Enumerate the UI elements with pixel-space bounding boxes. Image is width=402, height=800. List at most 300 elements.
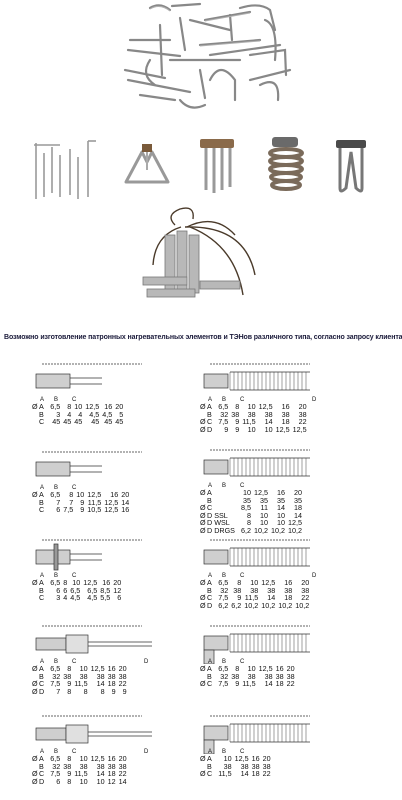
spec-cell: 9 [111,686,116,696]
spec-cell: 38 [247,409,256,419]
spec-block [200,712,380,778]
spec-cell: 9 [235,417,240,427]
diagram-letter: D [312,397,317,402]
spec-cell: 6 [56,505,61,515]
spec-cell: 6,5 [218,402,229,411]
spec-cell: 22 [118,679,127,689]
spec-diagram [200,536,350,578]
spec-row [200,680,298,688]
spec-row-label: ØC [200,769,213,779]
diagram-letter: B [54,485,59,490]
spec-cell: 38 [96,761,105,771]
spec-cell: 38 [267,585,276,595]
spec-row-label: ØC [200,417,213,427]
spec-cell: 38 [96,671,105,681]
diameter-symbol: Ø [200,518,206,528]
spec-cell: 10 [247,664,256,673]
spec-block [200,446,380,535]
diameter-symbol: Ø [32,578,38,587]
diagram-letter: C [240,397,245,402]
spec-block [32,536,212,602]
spec-cell: 11 [260,503,268,513]
spec-cell: 9 [80,505,85,515]
spec-cell: 22 [301,593,310,603]
spec-cell: 14 [276,503,285,513]
spec-cell: 10,2 [278,600,293,610]
spec-table [200,403,310,433]
spec-cell: 12,5 [104,497,119,507]
diagram-letter: C [240,659,245,664]
spec-row-label: ØA [32,578,44,587]
spec-row [200,770,274,778]
spec-cell: 6,5 [50,578,61,587]
diameter-symbol: Ø [200,488,206,497]
spec-cell: 12,5 [258,664,273,673]
spec-row [200,602,312,610]
spec-cell: 35 [259,495,268,505]
spec-cell: 16 [251,754,260,763]
spec-cell: 10 [250,578,259,587]
diameter-symbol: Ø [200,525,206,535]
spec-cell: 10 [72,578,81,587]
spec-cell: 11,5 [218,769,232,779]
diameter-symbol: Ø [32,490,38,499]
spec-cell: 38 [247,671,256,681]
cartridge-heater-bundle-photo [125,205,270,315]
spec-cell: 5,5 [100,593,111,603]
spec-cell: 7,5 [218,593,229,603]
spec-cell: 8 [67,664,72,673]
spec-row-label: ØA [200,402,212,411]
spec-cell: 12,5 [253,488,268,497]
spec-row [32,688,130,696]
spec-cell: 20 [121,490,130,499]
spec-row-label: ØA [200,488,212,497]
diagram-letter: C [240,573,245,578]
straight-heater-rods-photo [30,135,98,203]
spec-cell: 8 [246,518,251,528]
diagram-letter: B [222,573,227,578]
spec-cell: 38 [231,409,240,419]
spec-cell: 12,5 [104,505,119,515]
spec-cell: 10 [79,776,88,786]
spec-cell: 32 [52,671,61,681]
spec-cell: 12,5 [87,490,102,499]
diameter-symbol: Ø [200,510,206,520]
diagram-letter: C [240,749,245,754]
diagram-letter: B [54,659,59,664]
spec-cell: 8 [235,402,240,411]
diameter-symbol: Ø [32,776,38,786]
diagram-letter: C [72,749,77,754]
spec-cell: 16 [107,664,116,673]
diagram-letter: B [54,397,59,402]
spec-table [32,579,124,602]
spec-cell: 11,5 [242,679,256,689]
spec-cell: 12,5 [85,402,100,411]
spec-cell: 10 [264,424,273,434]
spec-row-label: ØD [200,600,213,610]
spec-cell: 8 [67,686,72,696]
spec-cell: 38 [262,761,271,771]
spec-cell: 12,5 [90,754,105,763]
spec-row-label: C [39,593,45,603]
spec-cell: 10,2 [295,600,310,610]
spec-diagram [32,448,182,490]
spec-cell: 8 [67,402,72,411]
u-bend-heater-photo [330,138,372,196]
spec-cell: 4 [78,409,83,419]
spec-row-label: ØC [32,679,45,689]
spec-cell: 6,5 [50,754,61,763]
spec-cell: 4,5 [102,409,113,419]
spec-cell: 8 [235,664,240,673]
diameter-symbol: Ø [200,417,206,427]
spec-cell: 35 [276,495,285,505]
spec-cell: 12,5 [83,578,98,587]
spec-row-label: B [207,409,212,419]
spec-cell: 6,5 [50,490,61,499]
spec-cell: 38 [298,409,307,419]
spec-cell: 16 [276,488,285,497]
spec-cell: 20 [113,578,122,587]
spec-row-label: B [207,585,212,595]
coil-heater-photo [262,135,310,195]
diagram-letter: B [222,397,227,402]
spec-diagram [200,446,350,488]
spec-cell: 14 [121,497,130,507]
spec-cell: 8 [237,578,242,587]
spec-cell: 38 [79,671,88,681]
spec-cell: 7,5 [50,769,61,779]
spec-cell: 38 [281,409,290,419]
spec-cell: 6,5 [50,664,61,673]
spec-cell: 10 [276,510,285,520]
spec-block [32,448,212,514]
spec-cell: 22 [298,417,307,427]
diagram-letter: B [222,483,227,488]
spec-cell: 12,5 [261,578,276,587]
spec-table [32,403,126,426]
spec-cell: 45 [52,417,61,427]
spec-cell: 8,5 [100,585,111,595]
spec-cell: 10 [79,664,88,673]
spec-cell: 12,5 [287,518,302,528]
spec-row-label: C [39,505,45,515]
spec-cell: 18 [251,769,260,779]
spec-cell: 9 [235,679,240,689]
spec-cell: 12,5 [275,424,290,434]
spec-row-label: B [39,409,44,419]
spec-cell: 8 [67,754,72,763]
spec-row-label: B [39,585,44,595]
assorted-heater-tubes-photo [110,0,300,118]
spec-cell: 22 [262,769,271,779]
spec-cell: 16 [107,754,116,763]
diameter-symbol: Ø [200,593,206,603]
spec-row-label: ØA [32,402,44,411]
spec-row-label: ØC [200,503,213,513]
spec-cell: 4,5 [89,409,100,419]
spec-cell: 9 [122,686,127,696]
flanged-heater-photo [192,135,244,195]
spec-cell: 8 [83,686,88,696]
spec-cell: 10 [223,754,232,763]
spec-cell: 6 [63,585,68,595]
spec-cell: 38 [107,671,116,681]
spec-cell: 38 [233,585,242,595]
spec-table [32,755,130,785]
spec-cell: 11,5 [87,497,102,507]
spec-cell: 6,5 [70,585,81,595]
spec-cell: 18 [107,679,116,689]
spec-cell: 14 [293,510,302,520]
spec-diagram [200,622,350,664]
spec-row-label: ØA [200,754,212,763]
diameter-symbol: Ø [32,679,38,689]
spec-cell: 38 [223,761,232,771]
spec-cell: 18 [284,593,293,603]
spec-cell: 18 [281,417,290,427]
spec-cell: 4,5 [70,593,81,603]
spec-cell: 11,5 [74,769,88,779]
spec-cell: 18 [107,769,116,779]
spec-cell: 9 [67,769,72,779]
diameter-symbol: Ø [200,578,206,587]
spec-cell: 18 [275,679,284,689]
spec-cell: 10 [79,754,88,763]
spec-cell: 38 [240,761,249,771]
spec-cell: 10 [259,510,268,520]
spec-cell: 4 [63,593,68,603]
spec-row-label: B [207,761,212,771]
diagram-letter: A [40,749,45,754]
spec-cell: 38 [231,671,240,681]
spec-row-label: ØA [32,664,44,673]
spec-row-label: ØC [200,679,213,689]
spec-cell: 8 [67,776,72,786]
spec-cell: 4,5 [87,593,98,603]
spec-cell: 14 [264,679,273,689]
spec-cell: 10,2 [287,525,302,535]
spec-row [32,778,130,786]
spec-cell: 10 [96,776,105,786]
spec-cell: 10,2 [244,600,259,610]
spec-row-label: B [39,671,44,681]
spec-cell: 6,2 [231,600,242,610]
spec-row [200,489,305,497]
spec-cell: 32 [220,585,229,595]
spec-cell: 9 [67,679,72,689]
spec-table [200,755,274,778]
spec-cell: 38 [63,761,72,771]
spec-row-label: B [39,761,44,771]
spec-block [200,622,380,688]
spec-row-label: ØC [32,769,45,779]
diameter-symbol: Ø [200,679,206,689]
spec-cell: 6,5 [218,664,229,673]
spec-cell: 11,5 [242,417,256,427]
spec-cell: 38 [284,585,293,595]
diameter-symbol: Ø [32,754,38,763]
spec-cell: 11,5 [244,593,259,603]
diameter-symbol: Ø [200,424,206,434]
spec-row-label: C [39,417,45,427]
diagram-letter: A [40,485,45,490]
spec-row-label: B [207,495,212,505]
spec-cell: 22 [286,679,295,689]
spec-table [32,665,130,695]
diagram-letter: A [208,749,213,754]
spec-block [32,360,212,426]
diameter-symbol: Ø [200,769,206,779]
spec-row-label: ØA [200,664,212,673]
diagram-letter: A [208,397,213,402]
spec-row [200,497,305,505]
diagram-letter: D [144,749,149,754]
diagram-letter: A [208,659,213,664]
spec-cell: 9 [80,497,85,507]
spec-cell: 22 [118,769,127,779]
diameter-symbol: Ø [32,402,38,411]
diagram-letter: A [40,573,45,578]
spec-row-label: ØD WSL [200,518,230,528]
spec-cell: 6 [117,593,122,603]
spec-cell: 14 [240,769,249,779]
spec-cell: 8 [69,490,74,499]
spec-cell: 9 [235,424,240,434]
spec-cell: 12,5 [234,754,249,763]
spec-cell: 8 [100,686,105,696]
spec-cell: 20 [298,402,307,411]
spec-cell: 38 [251,761,260,771]
spec-cell: 38 [107,761,116,771]
spec-row [200,426,310,434]
spec-cell: 10 [247,402,256,411]
spec-block [32,712,212,785]
diagram-letter: B [222,749,227,754]
spec-row-label: B [39,497,44,507]
diagram-letter: A [40,397,45,402]
spec-row-label: ØD [32,686,45,696]
spec-cell: 20 [262,754,271,763]
spec-cell: 5 [119,409,124,419]
diagram-letter: B [222,659,227,664]
spec-cell: 7 [56,686,61,696]
spec-cell: 10,2 [261,600,276,610]
spec-cell: 10,2 [253,525,268,535]
spec-cell: 38 [250,585,259,595]
spec-cell: 6 [56,585,61,595]
diameter-symbol: Ø [200,600,206,610]
spec-cell: 6 [56,776,61,786]
spec-cell: 14 [267,593,276,603]
diagram-letter: C [72,397,77,402]
spec-cell: 35 [293,495,302,505]
spec-table [200,665,298,688]
spec-cell: 35 [242,495,251,505]
spec-cell: 10 [259,518,268,528]
spec-cell: 7 [56,497,61,507]
spec-cell: 20 [118,664,127,673]
spec-row-label: ØD [200,424,213,434]
headline: Возможно изготовление патронных нагревательных элементов и ТЭНов различного типа, согласно запросу клиента [4,334,402,341]
spec-cell: 14 [118,776,127,786]
spec-row [32,594,124,602]
spec-cell: 10,5 [87,505,102,515]
spec-cell: 3 [56,593,61,603]
spec-cell: 32 [220,409,229,419]
spec-cell: 7,5 [218,679,229,689]
spec-cell: 16 [281,402,290,411]
spec-block [32,622,212,695]
spec-cell: 9 [224,424,229,434]
spec-cell: 14 [96,769,105,779]
spec-row-label: ØA [32,754,44,763]
spec-cell: 38 [63,671,72,681]
spec-cell: 38 [301,585,310,595]
spec-block [200,536,380,609]
diagram-letter: C [72,485,77,490]
diagram-letter: D [312,573,317,578]
spec-cell: 7,5 [218,417,229,427]
spec-cell: 7 [69,497,74,507]
spec-cell: 16 [121,505,130,515]
spec-cell: 12,5 [292,424,307,434]
spec-diagram [32,712,182,754]
spec-row-label: ØD SSL [200,510,228,520]
diameter-symbol: Ø [32,769,38,779]
spec-cell: 14 [264,417,273,427]
diagram-letter: C [72,573,77,578]
spec-cell: 20 [115,402,124,411]
spec-cell: 10,2 [270,525,285,535]
spec-cell: 11,5 [74,679,88,689]
spec-cell: 6,2 [218,600,229,610]
spec-row [32,506,132,514]
spec-cell: 38 [79,761,88,771]
diameter-symbol: Ø [200,664,206,673]
triangle-heater-photo [118,140,176,198]
spec-table [200,579,312,609]
spec-cell: 20 [293,488,302,497]
spec-diagram [200,712,350,754]
spec-cell: 32 [220,671,229,681]
diameter-symbol: Ø [32,686,38,696]
diagram-letter: C [240,483,245,488]
spec-cell: 45 [104,417,113,427]
spec-cell: 10 [242,488,251,497]
spec-cell: 10 [74,402,83,411]
spec-cell: 8 [63,578,68,587]
spec-cell: 10 [247,424,256,434]
diagram-letter: A [40,659,45,664]
spec-cell: 45 [63,417,72,427]
spec-cell: 8,5 [240,503,251,513]
spec-diagram [32,360,182,402]
spec-cell: 38 [286,671,295,681]
spec-cell: 12 [113,585,122,595]
diagram-letter: B [54,573,59,578]
spec-cell: 38 [118,761,127,771]
spec-cell: 18 [293,503,302,513]
spec-cell: 16 [275,664,284,673]
spec-diagram [200,360,350,402]
spec-cell: 6,5 [218,578,229,587]
spec-cell: 8 [246,510,251,520]
spec-cell: 6,5 [50,402,61,411]
spec-diagram [32,622,182,664]
